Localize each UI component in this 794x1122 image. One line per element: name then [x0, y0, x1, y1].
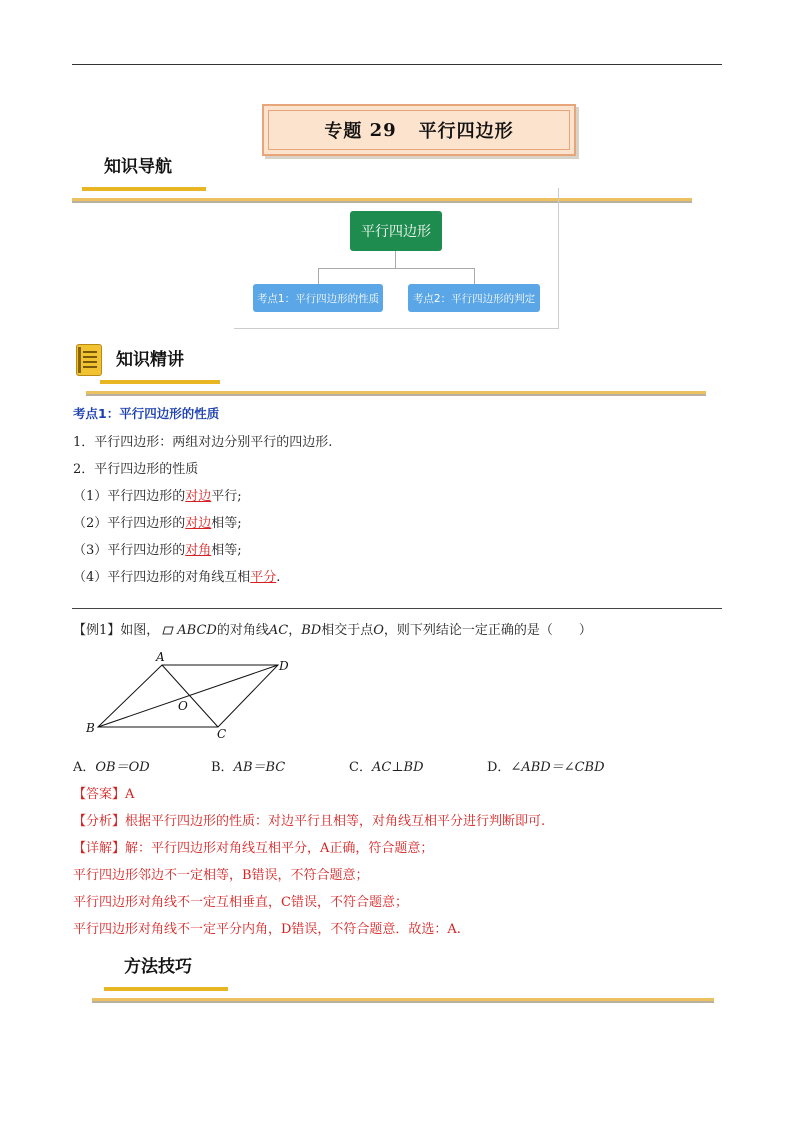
top-rule — [72, 64, 722, 65]
section-divider — [72, 608, 722, 609]
mindmap-child-2[interactable]: 考点2：平行四边形的判定 — [408, 284, 540, 312]
section-method-rule — [92, 998, 714, 1003]
notebook-icon — [76, 344, 102, 376]
mindmap-connector — [318, 268, 474, 269]
mindmap-connector — [395, 251, 396, 268]
diagonal-bd — [98, 665, 278, 727]
analysis-line: 【分析】根据平行四边形的性质：对边平行且相等，对角线互相平分进行判断即可. — [73, 814, 546, 829]
mindmap-root[interactable]: 平行四边形 — [350, 211, 442, 251]
point-label-c: C — [217, 727, 227, 740]
detail-line-4: 平行四边形对角线不一定平分内角，D错误，不符合题意．故选：A. — [73, 922, 461, 937]
section-nav-underline — [82, 187, 206, 191]
option-a[interactable]: A．OB＝OD — [73, 760, 150, 775]
detail-line-2: 平行四边形邻边不一定相等，B错误，不符合题意； — [73, 868, 369, 883]
section-explain-heading: 知识精讲 — [116, 350, 184, 370]
section-nav-heading: 知识导航 — [104, 157, 172, 177]
option-c[interactable]: C．AC⊥BD — [349, 760, 424, 775]
section-method-heading: 方法技巧 — [124, 957, 192, 977]
section-method-underline — [104, 987, 228, 991]
point-label-b: B — [86, 721, 95, 735]
detail-line-3: 平行四边形对角线不一定互相垂直，C错误，不符合题意； — [73, 895, 408, 910]
topic-title-box — [262, 104, 576, 156]
mindmap-child-1[interactable]: 考点1：平行四边形的性质 — [253, 284, 383, 312]
property-item-3: （3）平行四边形的对角相等; — [73, 543, 242, 558]
parallelogram-figure — [82, 650, 302, 740]
mindmap-connector — [318, 268, 319, 284]
point-label-d: D — [279, 659, 289, 673]
mindmap-connector — [474, 268, 475, 284]
property-item-1: （1）平行四边形的对边平行; — [73, 489, 242, 504]
point1-title: 考点1：平行四边形的性质 — [73, 406, 220, 421]
section-explain-rule — [86, 391, 706, 396]
section-explain-underline — [100, 380, 220, 384]
answer-line: 【答案】A — [73, 787, 135, 802]
point1-definition: 1．平行四边形：两组对边分别平行的四边形. — [73, 435, 333, 450]
example1-question: 【例1】如图， ABCD的对角线AC，BD相交于点O，则下列结论一定正确的是（ ） — [73, 623, 592, 638]
topic-title: 专题 29 平行四边形 — [268, 110, 570, 150]
point1-property-heading: 2．平行四边形的性质 — [73, 462, 199, 477]
diagonal-ac — [162, 665, 218, 727]
detail-line-1: 【详解】解：平行四边形对角线互相平分，A正确，符合题意； — [73, 841, 434, 856]
parallelogram-icon — [162, 626, 174, 635]
point-label-a: A — [156, 650, 165, 664]
property-item-4: （4）平行四边形的对角线互相平分. — [73, 570, 281, 585]
property-item-2: （2）平行四边形的对边相等; — [73, 516, 242, 531]
option-d[interactable]: D．∠ABD＝∠CBD — [487, 760, 605, 775]
point-label-o: O — [178, 699, 188, 713]
option-b[interactable]: B．AB＝BC — [211, 760, 286, 775]
